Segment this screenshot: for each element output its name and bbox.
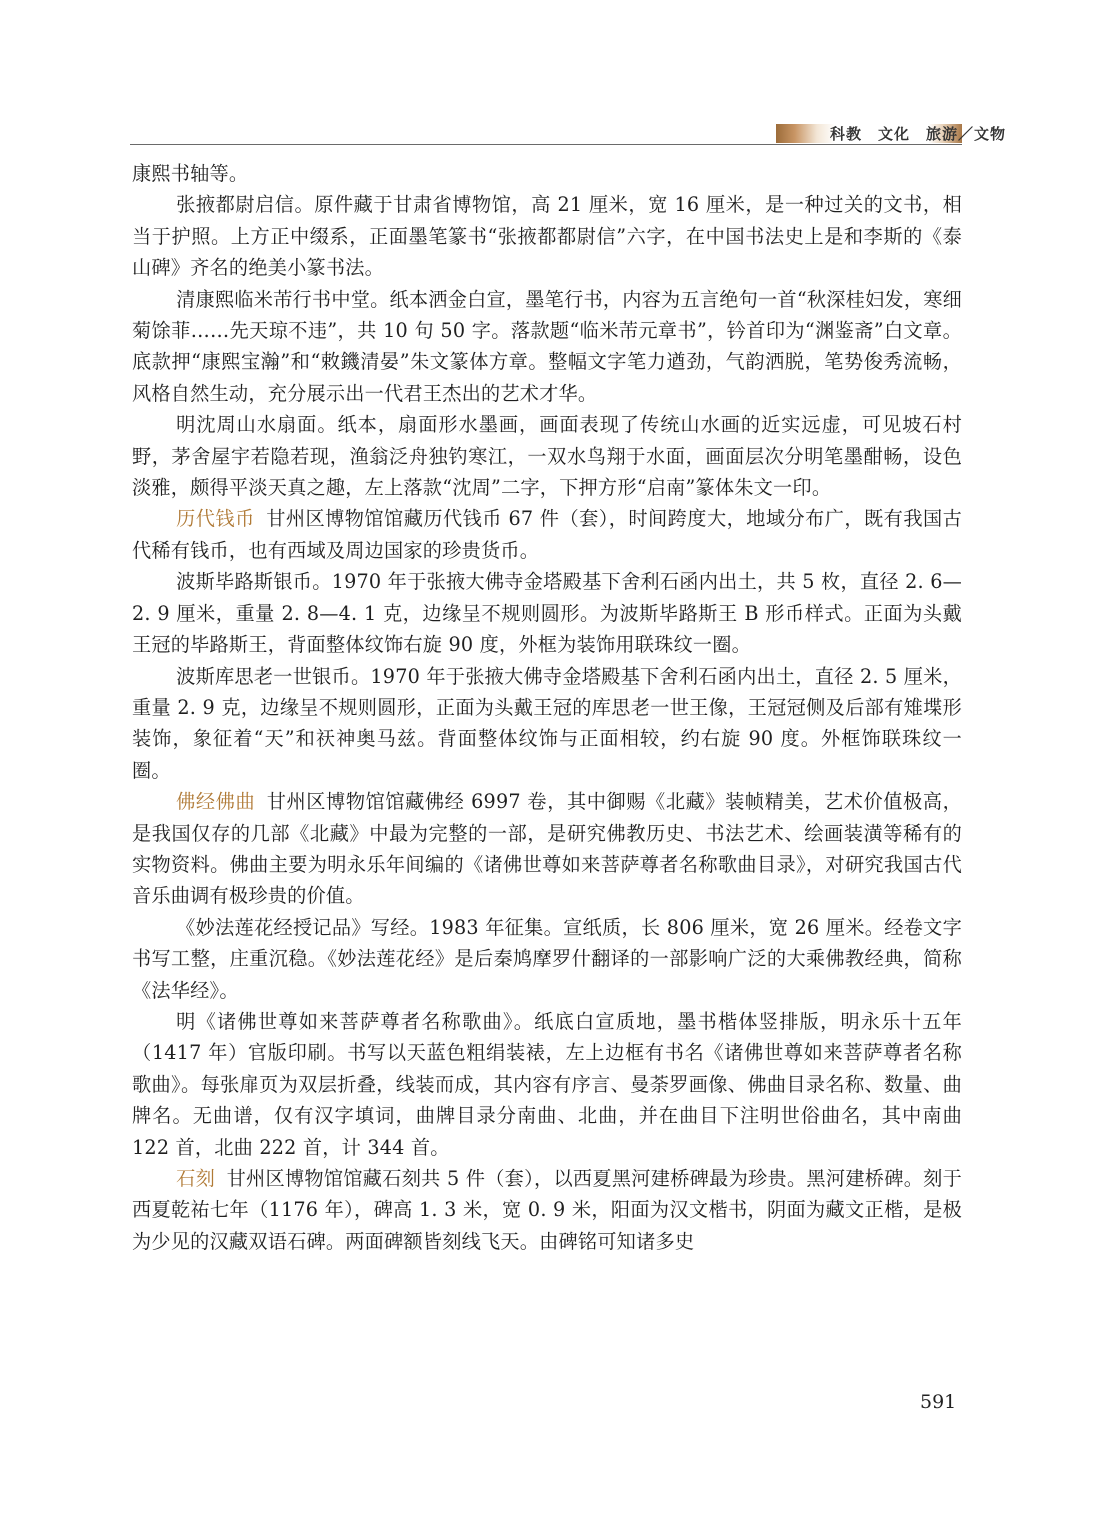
header-rule — [130, 144, 962, 145]
article-body — [132, 158, 962, 1257]
paragraph: 历代钱币 甘州区博物馆馆藏历代钱币 67 件（套），时间跨度大，地域分布广，既有我国古代稀有钱币，也有西域及周边国家的珍贵货币。 — [132, 507, 962, 562]
paragraph: 张掖都尉启信。原件藏于甘肃省博物馆，高 21 厘米，宽 16 厘米，是一种过关的文书，相当于护照。上方正中缀系，正面墨笔篆书“张掖都都尉信”六字，在中国书法史上是和李斯的《泰山碑》齐名的绝美小篆书法。 — [132, 193, 962, 280]
paragraph: 波斯毕路斯银币。1970 年于张掖大佛寺金塔殿基下舍利石函内出土，共 5 枚，直径 2. 6—2. 9 厘米，重量 2. 8—4. 1 克，边缘呈不规则圆形。为波斯毕路斯王 B 形币样式。正面为头戴王冠的毕路斯王，背面整体纹饰右旋 90 度，外框为装饰用联珠纹一圈。 — [132, 570, 962, 657]
paragraph: 康熙书轴等。 — [132, 162, 249, 185]
section-keyword: 佛经佛曲 — [176, 790, 256, 814]
paragraph: 波斯库思老一世银币。1970 年于张掖大佛寺金塔殿基下舍利石函内出土，直径 2. 5 厘米，重量 2. 9 克，边缘呈不规则圆形，正面为头戴王冠的库思老一世王像，王冠冠侧及后部有雉堞形装饰，象征着“天”和祆神奥马兹。背面整体纹饰与正面相较，约右旋 90 度。外框饰联珠纹一圈。 — [132, 664, 962, 782]
paragraph: 石刻 甘州区博物馆馆藏石刻共 5 件（套），以西夏黑河建桥碑最为珍贵。黑河建桥碑。刻于西夏乾祐七年（1176 年），碑高 1. 3 米，宽 0. 9 米，阳面为汉文楷书，阴面为藏文正楷，是极为少见的汉藏双语石碑。两面碑额皆刻线飞天。由碑铭可知诸多史 — [132, 1167, 962, 1253]
paragraph: 佛经佛曲 甘州区博物馆馆藏佛经 6997 卷，其中御赐《北藏》装帧精美，艺术价值极高，是我国仅存的几部《北藏》中最为完整的一部，是研究佛教历史、书法艺术、绘画装潢等稀有的实物资料。佛曲主要为明永乐年间编的《诸佛世尊如来菩萨尊者名称歌曲目录》，对研究我国古代音乐曲调有极珍贵的价值。 — [132, 790, 962, 908]
paragraph: 《妙法莲花经授记品》写经。1983 年征集。宣纸质，长 806 厘米，宽 26 厘米。经卷文字书写工整，庄重沉稳。《妙法莲花经》是后秦鸠摩罗什翻译的一部影响广泛的大乘佛教经典，简称《法华经》。 — [132, 915, 962, 1002]
section-keyword: 石刻 — [176, 1167, 216, 1190]
page-number: 591 — [920, 1391, 957, 1413]
section-keyword: 历代钱币 — [176, 507, 255, 531]
paragraph: 明《诸佛世尊如来菩萨尊者名称歌曲》。纸底白宣质地，墨书楷体竖排版，明永乐十五年（1417 年）官版印刷。书写以天蓝色粗绢装裱，左上边框有书名《诸佛世尊如来菩萨尊者名称歌曲》。每张扉页为双层折叠，线装而成，其内容有序言、曼荼罗画像、佛曲目录名称、数量、曲牌名。无曲谱，仅有汉字填词，曲牌目录分南曲、北曲，并在曲目下注明世俗曲名，其中南曲 122 首，北曲 222 首，计 344 首。 — [132, 1009, 962, 1159]
running-header — [130, 122, 1007, 146]
header-section-title: 科教 文化 旅游／文物 — [830, 125, 1007, 143]
paragraph: 清康熙临米芾行书中堂。纸本洒金白宣，墨笔行书，内容为五言绝句一首“秋深桂妇发，寒细菊馀菲……先天琼不违”，共 10 句 50 字。落款题“临米芾元章书”，钤首印为“渊鉴斋”白文章。底款押“康熙宝瀚”和“敕鐖清晏”朱文篆体方章。整幅文字笔力遒劲，气韵洒脱，笔势俊秀流畅，风格自然生动，充分展示出一代君王杰出的艺术才华。 — [132, 287, 962, 405]
paragraph: 明沈周山水扇面。纸本，扇面形水墨画，画面表现了传统山水画的近实远虚，可见坡石村野，茅舍屋宇若隐若现，渔翁泛舟独钓寒江，一双水鸟翔于水面，画面层次分明笔墨酣畅，设色淡雅，颇得平淡天真之趣，左上落款“沈周”二字，下押方形“启南”篆体朱文一印。 — [132, 413, 962, 500]
